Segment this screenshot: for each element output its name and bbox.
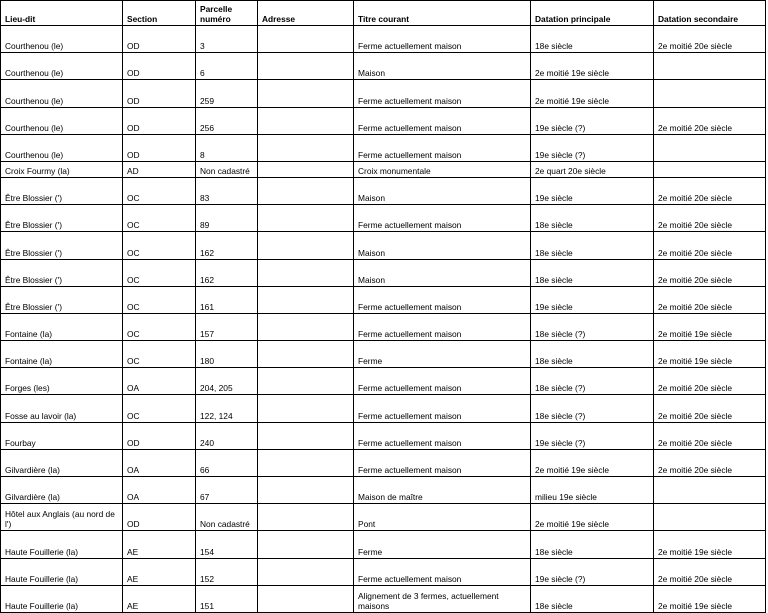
section-cell: OC: [123, 341, 196, 368]
adresse-cell: [258, 205, 354, 232]
table-row: [1, 313, 766, 340]
lieu-dit-cell: Haute Fouillerie (la): [1, 531, 123, 558]
lieu-dit-cell: Être Blossier ('): [1, 232, 123, 259]
titre-cell: Maison: [354, 177, 531, 204]
datation-secondaire-cell: [654, 504, 766, 531]
section-cell: AE: [123, 558, 196, 585]
section-cell: OA: [123, 368, 196, 395]
lieu-dit-cell: Gilvardière (la): [1, 477, 123, 504]
table-row: [1, 449, 766, 476]
header-datation-principale: Datation principale: [531, 1, 654, 26]
adresse-cell: [258, 313, 354, 340]
lieu-dit-cell: Croix Fourmy (la): [1, 161, 123, 177]
titre-cell: Maison: [354, 259, 531, 286]
datation-principale-cell: 19e siècle: [531, 286, 654, 313]
datation-principale-cell: 19e siècle (?): [531, 107, 654, 134]
adresse-cell: [258, 259, 354, 286]
adresse-cell: [258, 422, 354, 449]
lieu-dit-cell: Hôtel aux Anglais (au nord de l'): [1, 504, 123, 531]
header-parcelle: Parcelle numéro: [196, 1, 258, 26]
datation-secondaire-cell: 2e moitié 19e siècle: [654, 313, 766, 340]
section-cell: OD: [123, 26, 196, 53]
datation-secondaire-cell: 2e moitié 19e siècle: [654, 585, 766, 612]
datation-principale-cell: 19e siècle: [531, 177, 654, 204]
datation-principale-cell: milieu 19e siècle: [531, 477, 654, 504]
datation-secondaire-cell: 2e moitié 20e siècle: [654, 395, 766, 422]
section-cell: AD: [123, 161, 196, 177]
datation-secondaire-cell: 2e moitié 20e siècle: [654, 232, 766, 259]
lieu-dit-cell: Être Blossier ('): [1, 205, 123, 232]
parcelle-cell: 67: [196, 477, 258, 504]
header-lieu-dit: Lieu-dit: [1, 1, 123, 26]
table-row: [1, 232, 766, 259]
parcelle-cell: 157: [196, 313, 258, 340]
titre-cell: Ferme actuellement maison: [354, 395, 531, 422]
table-row: [1, 53, 766, 80]
datation-secondaire-cell: 2e moitié 19e siècle: [654, 531, 766, 558]
section-cell: OC: [123, 259, 196, 286]
datation-secondaire-cell: 2e moitié 20e siècle: [654, 286, 766, 313]
section-cell: OC: [123, 313, 196, 340]
datation-principale-cell: 18e siècle (?): [531, 313, 654, 340]
section-cell: OD: [123, 422, 196, 449]
table-row: [1, 80, 766, 107]
parcelle-cell: 66: [196, 449, 258, 476]
titre-cell: Maison: [354, 53, 531, 80]
table-row: [1, 585, 766, 612]
parcelle-cell: 162: [196, 259, 258, 286]
parcelle-cell: Non cadastré: [196, 161, 258, 177]
adresse-cell: [258, 531, 354, 558]
datation-secondaire-cell: 2e moitié 20e siècle: [654, 368, 766, 395]
datation-principale-cell: 18e siècle: [531, 205, 654, 232]
table-row: [1, 205, 766, 232]
datation-secondaire-cell: [654, 477, 766, 504]
section-cell: OC: [123, 286, 196, 313]
parcelle-cell: 3: [196, 26, 258, 53]
adresse-cell: [258, 232, 354, 259]
parcelle-cell: 240: [196, 422, 258, 449]
table-row: [1, 477, 766, 504]
parcelle-cell: 162: [196, 232, 258, 259]
lieu-dit-cell: Fontaine (la): [1, 341, 123, 368]
parcelle-cell: 204, 205: [196, 368, 258, 395]
titre-cell: Ferme actuellement maison: [354, 107, 531, 134]
datation-secondaire-cell: 2e moitié 19e siècle: [654, 341, 766, 368]
parcelle-cell: 6: [196, 53, 258, 80]
section-cell: AE: [123, 531, 196, 558]
adresse-cell: [258, 585, 354, 612]
adresse-cell: [258, 477, 354, 504]
titre-cell: Ferme actuellement maison: [354, 313, 531, 340]
parcelle-cell: 180: [196, 341, 258, 368]
adresse-cell: [258, 395, 354, 422]
section-cell: OC: [123, 177, 196, 204]
parcelle-cell: 259: [196, 80, 258, 107]
titre-cell: Ferme actuellement maison: [354, 80, 531, 107]
table-row: [1, 368, 766, 395]
datation-principale-cell: 18e siècle (?): [531, 368, 654, 395]
datation-secondaire-cell: 2e moitié 20e siècle: [654, 259, 766, 286]
datation-secondaire-cell: 2e moitié 20e siècle: [654, 205, 766, 232]
table-row: [1, 422, 766, 449]
parcelle-cell: 8: [196, 134, 258, 161]
adresse-cell: [258, 107, 354, 134]
datation-principale-cell: 18e siècle (?): [531, 395, 654, 422]
table-header-row: [1, 1, 766, 26]
lieu-dit-cell: Haute Fouillerie (la): [1, 585, 123, 612]
adresse-cell: [258, 26, 354, 53]
datation-secondaire-cell: [654, 161, 766, 177]
lieu-dit-cell: Courthenou (le): [1, 107, 123, 134]
adresse-cell: [258, 286, 354, 313]
titre-cell: Ferme: [354, 341, 531, 368]
lieu-dit-cell: Courthenou (le): [1, 53, 123, 80]
datation-principale-cell: 19e siècle (?): [531, 422, 654, 449]
lieu-dit-cell: Gilvardière (la): [1, 449, 123, 476]
datation-principale-cell: 2e quart 20e siècle: [531, 161, 654, 177]
datation-principale-cell: 2e moitié 19e siècle: [531, 80, 654, 107]
lieu-dit-cell: Haute Fouillerie (la): [1, 558, 123, 585]
section-cell: OA: [123, 477, 196, 504]
header-section: Section: [123, 1, 196, 26]
datation-secondaire-cell: 2e moitié 20e siècle: [654, 177, 766, 204]
datation-principale-cell: 18e siècle: [531, 232, 654, 259]
section-cell: OA: [123, 449, 196, 476]
lieu-dit-cell: Fosse au lavoir (la): [1, 395, 123, 422]
adresse-cell: [258, 558, 354, 585]
section-cell: OD: [123, 504, 196, 531]
section-cell: OD: [123, 80, 196, 107]
datation-principale-cell: 2e moitié 19e siècle: [531, 53, 654, 80]
section-cell: OD: [123, 107, 196, 134]
lieu-dit-cell: Fontaine (la): [1, 313, 123, 340]
datation-principale-cell: 18e siècle: [531, 259, 654, 286]
lieu-dit-cell: Être Blossier ('): [1, 177, 123, 204]
datation-principale-cell: 18e siècle: [531, 26, 654, 53]
datation-principale-cell: 2e moitié 19e siècle: [531, 504, 654, 531]
titre-cell: Ferme actuellement maison: [354, 558, 531, 585]
header-datation-secondaire: Datation secondaire: [654, 1, 766, 26]
titre-cell: Ferme: [354, 531, 531, 558]
parcelle-cell: 151: [196, 585, 258, 612]
titre-cell: Croix monumentale: [354, 161, 531, 177]
section-cell: OD: [123, 53, 196, 80]
datation-secondaire-cell: 2e moitié 20e siècle: [654, 449, 766, 476]
adresse-cell: [258, 341, 354, 368]
datation-secondaire-cell: 2e moitié 20e siècle: [654, 558, 766, 585]
section-cell: OD: [123, 134, 196, 161]
adresse-cell: [258, 53, 354, 80]
lieu-dit-cell: Courthenou (le): [1, 134, 123, 161]
parcelle-cell: 89: [196, 205, 258, 232]
table-row: [1, 341, 766, 368]
table-row: [1, 558, 766, 585]
section-cell: OC: [123, 395, 196, 422]
adresse-cell: [258, 161, 354, 177]
table-row: [1, 395, 766, 422]
table-row: [1, 531, 766, 558]
datation-principale-cell: 18e siècle: [531, 341, 654, 368]
adresse-cell: [258, 449, 354, 476]
titre-cell: Ferme actuellement maison: [354, 205, 531, 232]
adresse-cell: [258, 134, 354, 161]
lieu-dit-cell: Fourbay: [1, 422, 123, 449]
titre-cell: Pont: [354, 504, 531, 531]
lieu-dit-cell: Forges (les): [1, 368, 123, 395]
table-row: [1, 107, 766, 134]
table-row: [1, 161, 766, 177]
section-cell: OC: [123, 232, 196, 259]
datation-principale-cell: 18e siècle: [531, 531, 654, 558]
datation-secondaire-cell: [654, 134, 766, 161]
datation-secondaire-cell: 2e moitié 20e siècle: [654, 107, 766, 134]
titre-cell: Ferme actuellement maison: [354, 449, 531, 476]
header-adresse: Adresse: [258, 1, 354, 26]
titre-cell: Alignement de 3 fermes, actuellement maisons: [354, 585, 531, 612]
titre-cell: Ferme actuellement maison: [354, 286, 531, 313]
lieu-dit-cell: Être Blossier ('): [1, 259, 123, 286]
header-titre: Titre courant: [354, 1, 531, 26]
datation-principale-cell: 2e moitié 19e siècle: [531, 449, 654, 476]
section-cell: AE: [123, 585, 196, 612]
lieu-dit-cell: Courthenou (le): [1, 80, 123, 107]
lieu-dit-cell: Courthenou (le): [1, 26, 123, 53]
parcelle-cell: 152: [196, 558, 258, 585]
table-row: [1, 259, 766, 286]
parcelle-cell: 122, 124: [196, 395, 258, 422]
lieu-dit-cell: Être Blossier ('): [1, 286, 123, 313]
titre-cell: Ferme actuellement maison: [354, 26, 531, 53]
datation-secondaire-cell: 2e moitié 20e siècle: [654, 26, 766, 53]
table-row: [1, 504, 766, 531]
table-row: [1, 177, 766, 204]
adresse-cell: [258, 177, 354, 204]
adresse-cell: [258, 504, 354, 531]
datation-principale-cell: 19e siècle (?): [531, 558, 654, 585]
datation-principale-cell: 18e siècle: [531, 585, 654, 612]
datation-secondaire-cell: [654, 53, 766, 80]
section-cell: OC: [123, 205, 196, 232]
parcelle-cell: 161: [196, 286, 258, 313]
datation-secondaire-cell: 2e moitié 20e siècle: [654, 422, 766, 449]
titre-cell: Ferme actuellement maison: [354, 134, 531, 161]
parcelle-cell: Non cadastré: [196, 504, 258, 531]
titre-cell: Ferme actuellement maison: [354, 368, 531, 395]
parcelle-cell: 256: [196, 107, 258, 134]
table-row: [1, 286, 766, 313]
parcelle-cell: 83: [196, 177, 258, 204]
titre-cell: Ferme actuellement maison: [354, 422, 531, 449]
datation-secondaire-cell: [654, 80, 766, 107]
datation-principale-cell: 19e siècle (?): [531, 134, 654, 161]
table-row: [1, 26, 766, 53]
adresse-cell: [258, 80, 354, 107]
table-row: [1, 134, 766, 161]
adresse-cell: [258, 368, 354, 395]
titre-cell: Maison: [354, 232, 531, 259]
titre-cell: Maison de maître: [354, 477, 531, 504]
parcelle-cell: 154: [196, 531, 258, 558]
